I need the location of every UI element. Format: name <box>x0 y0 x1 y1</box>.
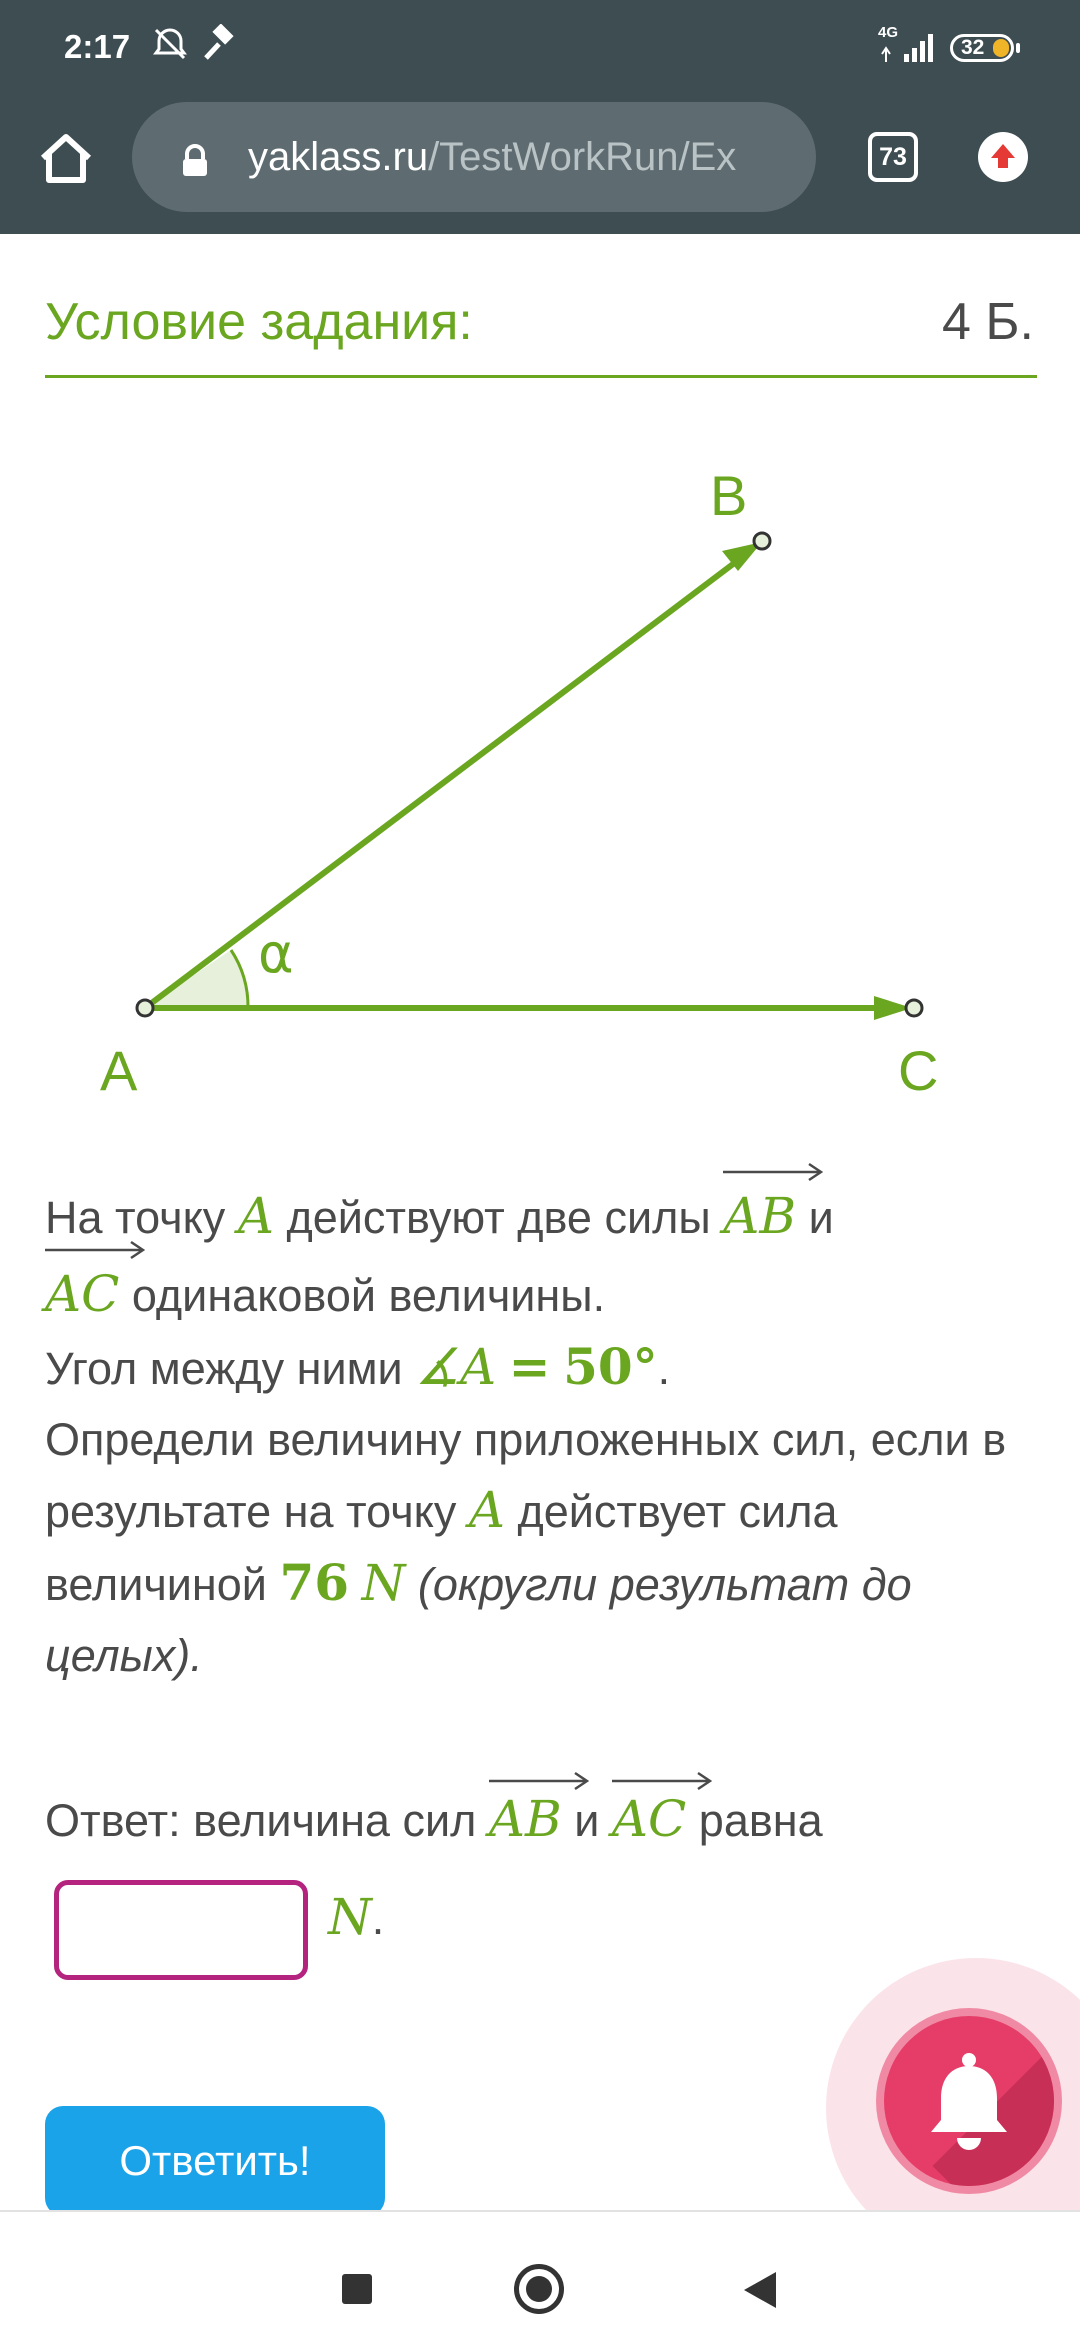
lock-icon <box>180 144 210 183</box>
problem-text-p3: и <box>808 1192 834 1243</box>
battery-icon: 32 <box>950 34 1014 62</box>
upload-button[interactable] <box>978 132 1028 182</box>
answer-unit: N. <box>328 1888 385 1946</box>
label-c: C <box>898 1039 939 1102</box>
label-b: B <box>710 464 748 527</box>
notification-button[interactable] <box>876 2008 1062 2194</box>
problem-text-p4: одинаковой величины. <box>131 1270 606 1321</box>
answer-prompt: Ответ: величина сил AB и AC равна <box>45 1784 823 1848</box>
hammer-icon <box>200 24 240 64</box>
home-circle-icon[interactable] <box>514 2264 564 2314</box>
url-path: /TestWorkRun/Ex <box>428 135 737 179</box>
problem-text: На точку A действуют две силы AB и AC одинаковой величины. Угол между ними ∡A = 50°. Определи величину приложенных сил, если в результате на точку A действует сила величиной 76 N (округли результат до целых). <box>45 1175 1045 1691</box>
math-point-a-2: A <box>468 1481 505 1539</box>
upload-icon <box>978 132 1028 182</box>
tabs-count: 73 <box>879 143 907 171</box>
back-icon[interactable] <box>742 2270 778 2315</box>
answer-vector-ab: AB <box>489 1784 562 1848</box>
home-icon <box>38 132 94 184</box>
label-a: A <box>100 1039 138 1102</box>
vector-ab-notation: AB <box>723 1175 796 1253</box>
alarm-off-icon <box>150 24 190 64</box>
signal-icon: 4G <box>878 24 938 66</box>
rounding-hint: (округли результат до целых). <box>45 1559 912 1681</box>
task-points: 4 Б. <box>942 293 1034 351</box>
vector-ac-notation: AC <box>45 1253 119 1331</box>
url-text[interactable] <box>248 135 736 180</box>
angle-var: A <box>460 1338 497 1396</box>
bell-icon <box>922 2050 1016 2160</box>
angle-symbol: ∡ <box>415 1338 461 1396</box>
point-c <box>906 1000 922 1016</box>
status-icons <box>150 24 240 64</box>
vector-ab <box>145 555 745 1008</box>
answer-vector-ac: AC <box>612 1784 686 1848</box>
problem-text-p8: действует сила величиной <box>45 1486 838 1610</box>
vector-diagram <box>0 440 1080 1140</box>
submit-button[interactable]: Ответить! <box>45 2106 385 2216</box>
problem-text-p5: Угол между ними <box>45 1343 403 1394</box>
point-a <box>137 1000 153 1016</box>
math-point-a: A <box>237 1187 274 1245</box>
force-unit: N <box>361 1554 406 1612</box>
task-title: Условие задания: <box>45 293 473 351</box>
title-divider <box>45 375 1037 378</box>
url-host: yaklass.ru <box>248 135 429 179</box>
tabs-button[interactable] <box>868 132 918 182</box>
label-alpha: α <box>258 922 294 985</box>
problem-text-p2: действуют две силы <box>286 1192 711 1243</box>
answer-input[interactable] <box>54 1880 308 1980</box>
problem-text-p1: На точку <box>45 1192 226 1243</box>
problem-text-p7: Определи величину приложенных сил, если в результате на точку <box>45 1414 1007 1537</box>
force-value: 76 <box>279 1553 350 1612</box>
angle-eq: = <box>508 1337 551 1396</box>
point-b <box>754 533 770 549</box>
angle-value: 50° <box>563 1337 658 1396</box>
home-button[interactable] <box>38 132 94 184</box>
recents-icon[interactable] <box>342 2274 372 2304</box>
browser-chrome <box>0 0 1080 234</box>
system-nav-bar <box>0 2210 1080 2340</box>
address-bar[interactable] <box>132 102 816 212</box>
status-time: 2:17 <box>64 28 131 65</box>
